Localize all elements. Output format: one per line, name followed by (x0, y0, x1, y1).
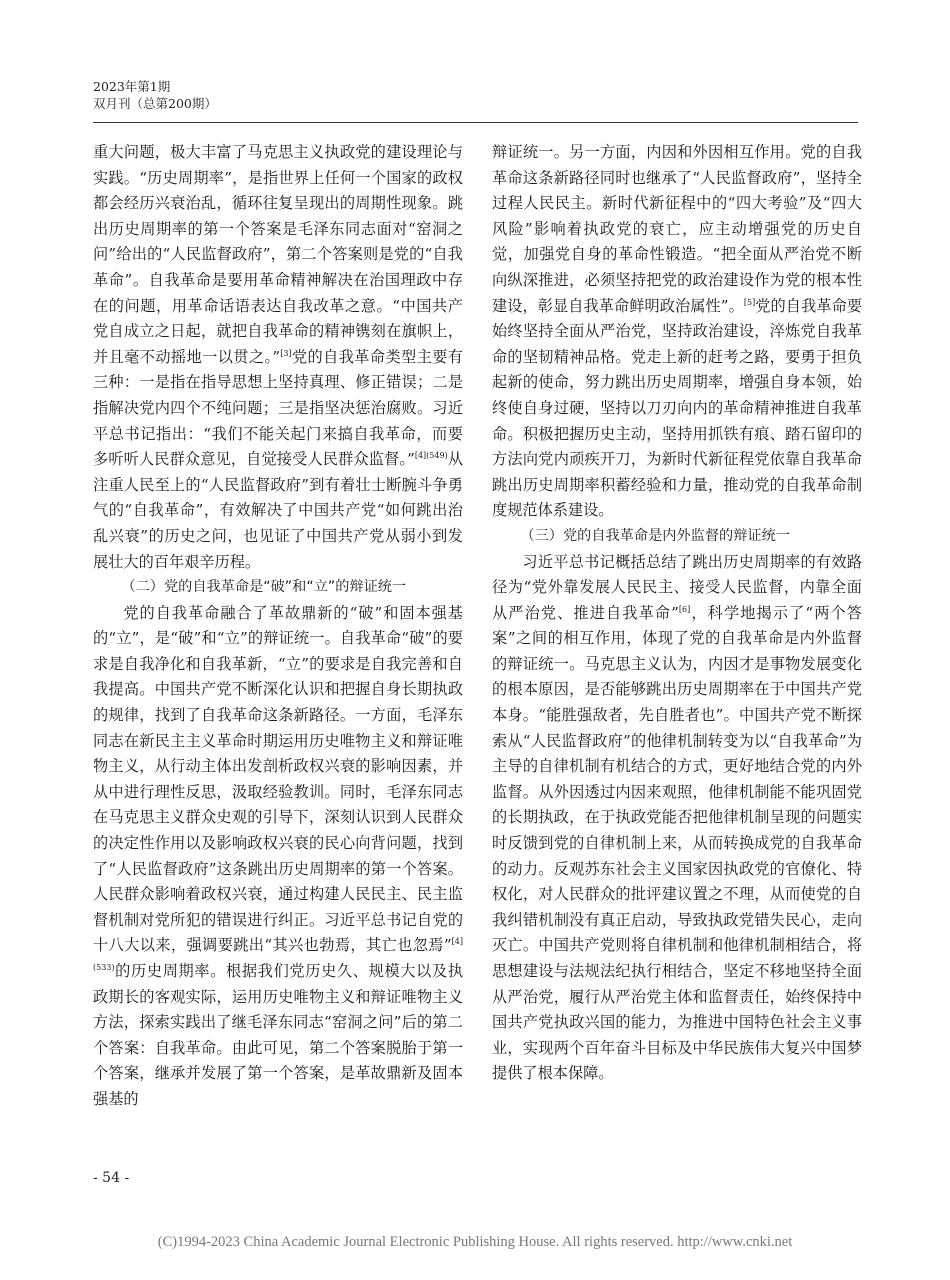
paragraph: 辩证统一。另一方面，内因和外因相互作用。党的自我革命这条新路径同时也继承了“人民监督政府”，坚持全过程人民民主。新时代新征程中的“四大考验”及“四大风险”影响着执政党的衰亡，应主动增强党的历史自觉，加强党自身的革命性锻造。“把全面从严治党不断向纵深推进，必须坚持把党的政治建设作为党的根本性建设，彰显自我革命鲜明政治属性”。[5]党的自我革命要始终坚持全面从严治党，坚持政治建设，淬炼党自我革命的坚韧精神品格。党走上新的赶考之路，要勇于担负起新的使命，努力跳出历史周期率，增强自身本领，始终使自身过硬，坚持以刀刃向内的革命精神推进自我革命。积极把握历史主动，坚持用抓铁有痕、踏石留印的方法向党内顽疾开刀，为新时代新征程党依靠自我革命跳出历史周期率积蓄经验和力量，推动党的自我革命制度规范体系建设。 (492, 143, 863, 520)
citation: [4](533) (93, 937, 463, 972)
citation: [6] (678, 604, 691, 614)
paragraph: 党的自我革命融合了革故鼎新的“破”和固本强基的“立”，是“破”和“立”的辩证统一。自我革命“破”的要求是自我净化和自我革新，“立”的要求是自我完善和自我提高。中国共产党不断深化认识和把握自身长期执政的规律，找到了自我革命这条新路径。一方面，毛泽东同志在新民主主义革命时期运用历史唯物主义和辩证唯物主义，从行动主体出发剖析政权兴衰的影响因素，并从中进行理性反思，汲取经验教训。同时，毛泽东同志在马克思主义群众史观的引导下，深刻认识到人民群众的决定性作用以及影响政权兴衰的民心向背问题，找到了“人民监督政府”这条跳出历史周期率的第一个答案。人民群众影响着政权兴衰，通过构建人民民主、民主监督机制对党所犯的错误进行纠正。习近平总书记自党的十八大以来，强调要跳出“其兴也勃焉，其亡也忽焉”$^{[4](533)}$的历史周期率。根据我们党历史久、规模大以及执政期长的客观实际，运用历史唯物主义和辩证唯物主义方法，探索实践出了继毛泽东同志“窑洞之问”后的第二个答案：自我革命。由此可见，第二个答案脱胎于第一个答案，继承并发展了第一个答案，是革故鼎新及固本强基的 (93, 603, 463, 1108)
section-heading: （三）党的自我革命是内外监督的辩证统一 (520, 527, 790, 544)
running-header (93, 78, 217, 112)
left-column (93, 140, 463, 1113)
paragraph: 习近平总书记概括总结了跳出历史周期率的有效路径为“党外靠发展人民民主、接受人民监督，内靠全面从严治党、推进自我革命”[6]，科学地揭示了“两个答案”之间的相互作用，体现了党的自我革命是内外监督的辩证统一。马克思主义认为，内因才是事物发展变化的根本原因，是否能够跳出历史周期率在于中国共产党本身。“能胜强敌者，先自胜者也”。中国共产党不断探索从“人民监督政府”的他律机制转变为以“自我革命”为主导的自律机制有机结合的方式，更好地结合党的内外监督。从外因透过内因来观照，他律机制能不能巩固党的长期执政，在于执政党能否把他律机制呈现的问题实时反馈到党的自律机制上来，从而转换成党的自我革命的动力。反观苏东社会主义国家因执政党的官僚化、特权化，对人民群众的批评建议置之不理，从而使党的自我纠错机制没有真正启动，导致执政党错失民心，走向灭亡。中国共产党则将自律机制和他律机制相结合，将思想建设与法规法纪执行相结合，坚定不移地坚持全面从严治党，履行从严治党主体和监督责任，始终保持中国共产党执政兴国的能力，为推进中国特色社会主义事业，实现两个百年奋斗目标及中华民族伟大复兴中国梦提供了根本保障。 (492, 552, 862, 1083)
section-heading: （二）党的自我革命是“破”和“立”的辩证统一 (121, 579, 407, 596)
issue-label: 2023年第1期 (93, 79, 171, 94)
citation: [4](549) (414, 451, 448, 461)
right-column (492, 140, 862, 1087)
page-number: - 54 - (93, 1170, 130, 1186)
header-rule (93, 122, 858, 123)
series-label: 双月刊（总第200期） (93, 96, 217, 111)
citation: [3] (280, 348, 292, 358)
citation: [5] (743, 297, 756, 307)
copyright-footer: (C)1994-2023 China Academic Journal Electronic Publishing House. All rights reserved. http://www.cnki.net (157, 1234, 793, 1250)
paragraph: 重大问题，极大丰富了马克思主义执政党的建设理论与实践。“历史周期率”，是指世界上任何一个国家的政权都会经历兴衰治乱，循环往复呈现出的周期性现象。跳出历史周期率的第一个答案是毛泽东同志面对“窑洞之问”给出的“人民监督政府”，第二个答案则是党的“自我革命”。自我革命是要用革命精神解决在治国理政中存在的问题，用革命话语表达自我改革之意。“中国共产党自成立之日起，就把自我革命的精神镌刻在旗帜上，并且毫不动摇地一以贯之。”[3]党的自我革命类型主要有三种：一是指在指导思想上坚持真理、修正错误；二是指解决党内四个不纯问题；三是指坚决惩治腐败。习近平总书记指出：“我们不能关起门来搞自我革命，而要多听听人民群众意见，自觉接受人民群众监督。”$^{[4](549)}$从注重人民至上的“人民监督政府”到有着壮士断腕斗争勇气的“自我革命”，有效解决了中国共产党“如何跳出治乱兴衰”的历史之问，也见证了中国共产党从弱小到发展壮大的百年艰辛历程。 (93, 143, 464, 571)
